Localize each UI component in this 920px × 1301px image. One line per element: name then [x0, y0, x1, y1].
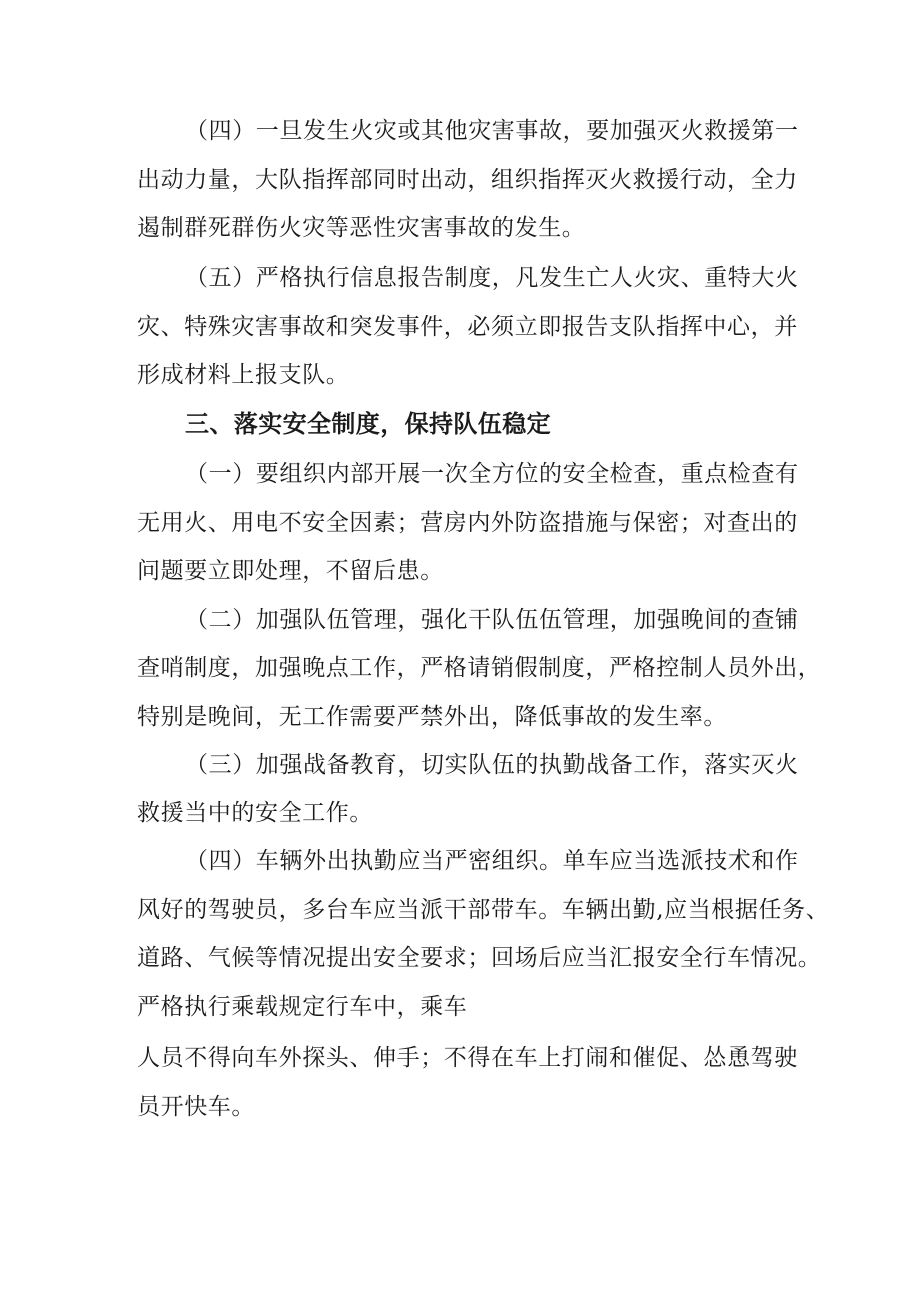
- text-line: 灾、特殊灾害事故和突发事件，必须立即报告支队指挥中心，并: [137, 314, 798, 340]
- text-line: （三）加强战备教育，切实队伍的执勤战备工作，落实灭火: [185, 752, 799, 778]
- text-line: 遏制群死群伤火灾等恶性灾害事故的发生。: [137, 215, 586, 241]
- text-line: 形成材料上报支队。: [137, 362, 350, 388]
- text-line: （二）加强队伍管理，强化干队伍伍管理，加强晚间的查铺: [185, 607, 799, 633]
- text-line: 无用火、用电不安全因素；营房内外防盗措施与保密；对查出的: [137, 510, 798, 536]
- text-line: 问题要立即处理，不留后患。: [137, 558, 444, 584]
- text-line: 道路、气候等情况提出安全要求；回场后应当汇报安全行车情况。: [137, 945, 822, 971]
- text-line: （五）严格执行信息报告制度，凡发生亡人火灾、重特大火: [185, 265, 799, 291]
- section-heading: 三、落实安全制度，保持队伍稳定: [185, 410, 551, 438]
- text-line: （一）要组织内部开展一次全方位的安全检查，重点检查有: [185, 461, 799, 487]
- text-line: 员开快车。: [137, 1094, 255, 1120]
- text-line: 严格执行乘载规定行车中，乘车: [137, 994, 468, 1020]
- text-line: 查哨制度，加强晚点工作，严格请销假制度，严格控制人员外出，: [137, 655, 822, 681]
- text-line: 救援当中的安全工作。: [137, 800, 373, 826]
- text-line: 特别是晚间，无工作需要严禁外出，降低事故的发生率。: [137, 704, 727, 730]
- text-line: （四）车辆外出执勤应当严密组织。单车应当选派技术和作: [185, 848, 799, 874]
- text-line: 出动力量，大队指挥部同时出动，组织指挥灭火救援行动，全力: [137, 167, 798, 193]
- text-line: 风好的驾驶员，多台车应当派干部带车。车辆出勤,应当根据任务、: [137, 897, 830, 923]
- text-line: （四）一旦发生火灾或其他灾害事故，要加强灭火救援第一: [185, 118, 799, 144]
- text-line: 人员不得向车外探头、伸手；不得在车上打闹和催促、怂恿驾驶: [137, 1045, 798, 1071]
